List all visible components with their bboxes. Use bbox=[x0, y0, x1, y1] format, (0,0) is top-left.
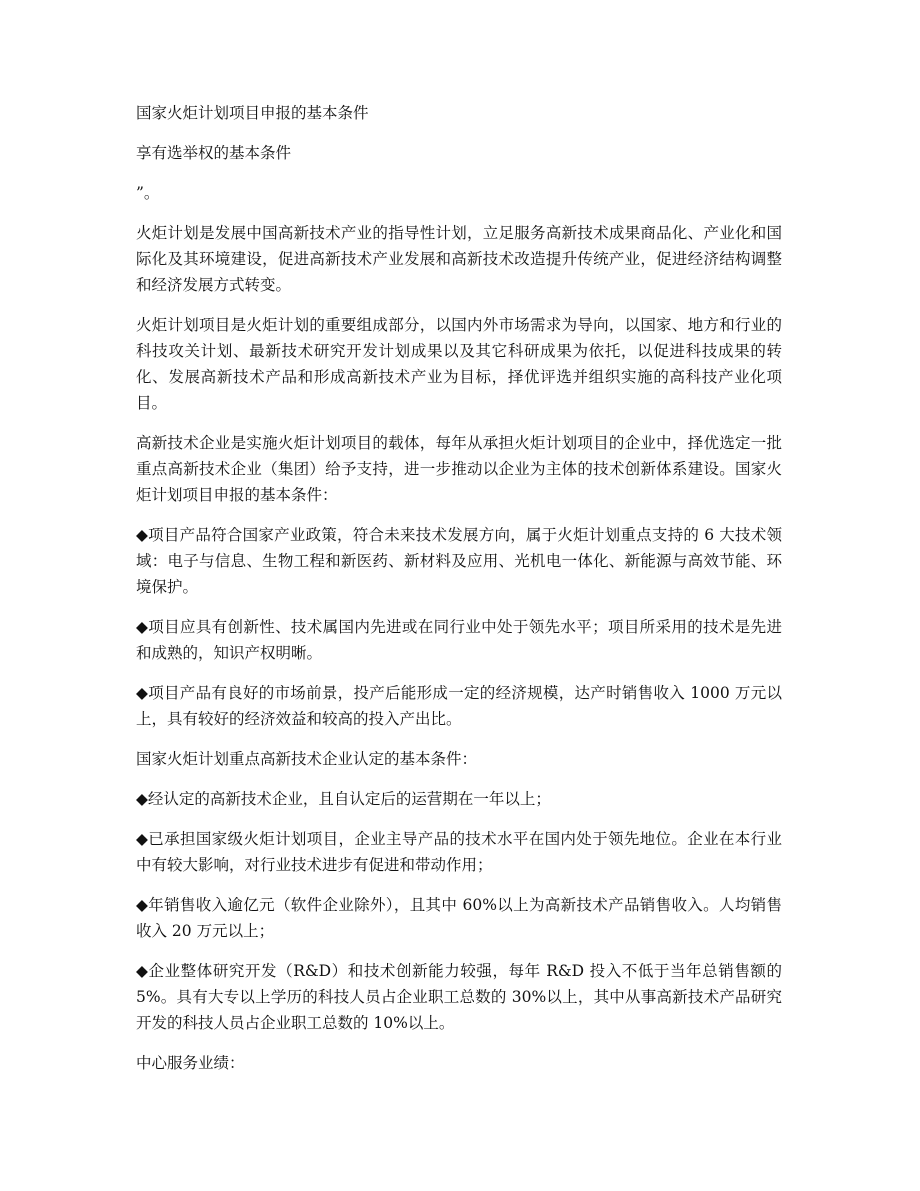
condition-item-market: ◆项目产品有良好的市场前景，投产后能形成一定的经济规模，达产时销售收入 1000 万元以上，具有较好的经济效益和较高的投入产出比。 bbox=[136, 684, 782, 728]
document-title: 国家火炬计划项目申报的基本条件 bbox=[136, 104, 369, 122]
quote-fragment: ”。 bbox=[136, 184, 160, 202]
paragraph-high-tech-enterprise: 高新技术企业是实施火炬计划项目的载体，每年从承担火炬计划项目的企业中，择优选定一批重点高新技术企业（集团）给予支持，进一步推动以企业为主体的技术创新体系建设。国家火炬计划项目申报的基本条件： bbox=[136, 434, 782, 504]
document-subtitle: 享有选举权的基本条件 bbox=[136, 144, 292, 162]
condition-item-innovation: ◆项目应具有创新性、技术属国内先进或在同行业中处于领先水平；项目所采用的技术是先进和成熟的，知识产权明晰。 bbox=[136, 618, 782, 662]
document-page bbox=[136, 100, 782, 1090]
paragraph-torch-project-definition: 火炬计划项目是火炬计划的重要组成部分，以国内外市场需求为导向，以国家、地方和行业的科技攻关计划、最新技术研究开发计划成果以及其它科研成果为依托，以促进科技成果的转化、发展高新技术产品和形成高新技术产业为目标，择优评选并组织实施的高科技产业化项目。 bbox=[136, 316, 782, 412]
condition-item-national-project: ◆已承担国家级火炬计划项目，企业主导产品的技术水平在国内处于领先地位。企业在本行业中有较大影响，对行业技术进步有促进和带动作用； bbox=[136, 830, 782, 874]
condition-item-rnd: ◆企业整体研究开发（R&D）和技术创新能力较强，每年 R&D 投入不低于当年总销售额的 5%。具有大专以上学历的科技人员占企业职工总数的 30%以上，其中从事高新技术产品研究开发的科技人员占企业职工总数的 10%以上。 bbox=[136, 962, 782, 1032]
condition-item-tech-fields: ◆项目产品符合国家产业政策，符合未来技术发展方向，属于火炬计划重点支持的 6 大技术领域：电子与信息、生物工程和新医药、新材料及应用、光机电一体化、新能源与高效节能、环境保护。 bbox=[136, 526, 782, 596]
condition-item-revenue: ◆年销售收入逾亿元（软件企业除外），且其中 60%以上为高新技术产品销售收入。人均销售收入 20 万元以上； bbox=[136, 896, 782, 940]
condition-item-certified: ◆经认定的高新技术企业，且自认定后的运营期在一年以上； bbox=[136, 790, 551, 808]
section-heading-service-record: 中心服务业绩： bbox=[136, 1054, 245, 1072]
paragraph-torch-plan-intro: 火炬计划是发展中国高新技术产业的指导性计划，立足服务高新技术成果商品化、产业化和国际化及其环境建设，促进高新技术产业发展和高新技术改造提升传统产业，促进经济结构调整和经济发展方式转变。 bbox=[136, 224, 782, 294]
section-heading-enterprise-conditions: 国家火炬计划重点高新技术企业认定的基本条件： bbox=[136, 750, 478, 768]
